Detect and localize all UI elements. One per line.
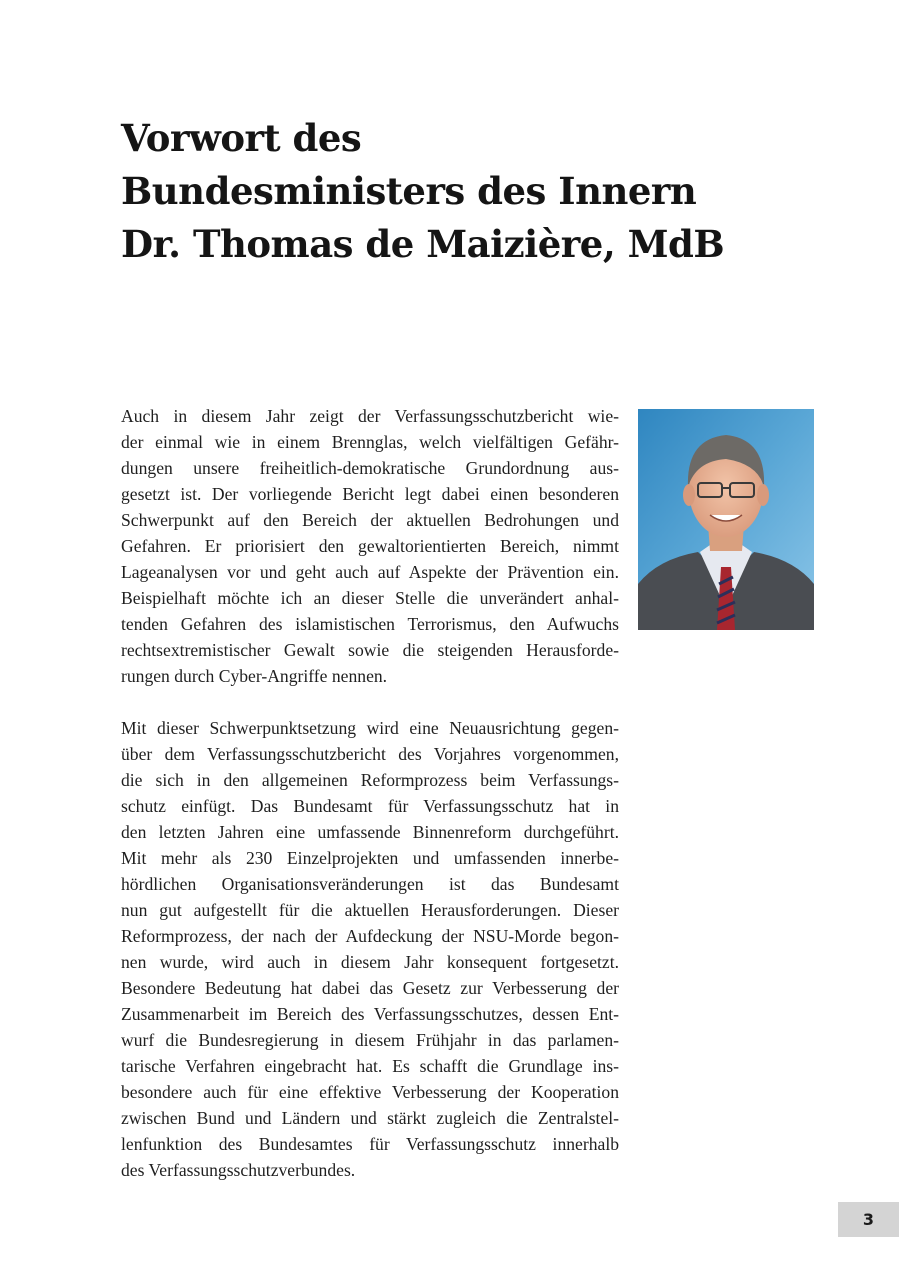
text-line: Beispielhaft möchte ich an dieser Stelle die unverändert anhal- [121,588,619,608]
page-title [121,112,741,271]
text-line: Reformprozess, der nach der Aufdeckung der NSU-Morde begon- [121,926,619,946]
paragraph-1 [121,403,619,689]
text-line: schutz einfügt. Das Bundesamt für Verfassungsschutz hat in [121,796,619,816]
text-line: besondere auch für eine effektive Verbesserung der Kooperation [121,1082,619,1102]
title-line: Bundesministers des Innern [121,169,697,213]
text-line: Lageanalysen vor und geht auch auf Aspekte der Prävention ein. [121,562,619,582]
ear-left [683,484,695,506]
text-line: zwischen Bund und Ländern und stärkt zugleich die Zentralstel- [121,1108,619,1128]
text-line: Mit mehr als 230 Einzelprojekten und umfassenden innerbe- [121,848,619,868]
title-line: Dr. Thomas de Maizière, MdB [121,222,725,266]
paragraph-gap [121,689,619,715]
text-line: hördlichen Organisationsveränderungen ist das Bundesamt [121,874,619,894]
text-line: den letzten Jahren eine umfassende Binnenreform durchgeführt. [121,822,619,842]
text-line: tarische Verfahren eingebracht hat. Es schafft die Grundlage ins- [121,1056,619,1076]
text-line: Gefahren. Er priorisiert den gewaltorientierten Bereich, nimmt [121,536,619,556]
text-line: nen wurde, wird auch in diesem Jahr konsequent fortgesetzt. [121,952,619,972]
text-line: gesetzt ist. Der vorliegende Bericht legt dabei einen besonderen [121,484,619,504]
title-line: Vorwort des [121,116,362,160]
text-line: wurf die Bundesregierung in diesem Frühjahr in das parlamen- [121,1030,619,1050]
text-line: der einmal wie in einem Brennglas, welch vielfältigen Gefähr- [121,432,619,452]
text-line: lenfunktion des Bundesamtes für Verfassungsschutz innerhalb [121,1134,619,1154]
text-line: Mit dieser Schwerpunktsetzung wird eine Neuausrichtung gegen- [121,718,619,738]
text-line: rechtsextremistischer Gewalt sowie die steigenden Herausforde- [121,640,619,660]
text-line: dungen unsere freiheitlich-demokratische Grundordnung aus- [121,458,619,478]
portrait-illustration [638,409,814,630]
text-line: Besondere Bedeutung hat dabei das Gesetz zur Verbesserung der [121,978,619,998]
text-line: Schwerpunkt auf den Bereich der aktuellen Bedrohungen und [121,510,619,530]
text-line: rungen durch Cyber-Angriffe nennen. [121,666,388,686]
text-line: Zusammenarbeit im Bereich des Verfassungsschutzes, dessen Ent- [121,1004,619,1024]
text-line: nun gut aufgestellt für die aktuellen Herausforderungen. Dieser [121,900,619,920]
text-line: über dem Verfassungsschutzbericht des Vorjahres vorgenommen, [121,744,619,764]
body-text [121,403,619,1183]
ear-right [757,484,769,506]
paragraph-2 [121,715,619,1183]
page-number: 3 [838,1202,899,1237]
text-line: des Verfassungsschutzverbundes. [121,1160,356,1180]
text-line: Auch in diesem Jahr zeigt der Verfassungsschutzbericht wie- [121,406,619,426]
text-line: tenden Gefahren des islamistischen Terrorismus, den Aufwuchs [121,614,619,634]
portrait-photo [638,409,814,630]
text-line: die sich in den allgemeinen Reformprozess beim Verfassungs- [121,770,619,790]
